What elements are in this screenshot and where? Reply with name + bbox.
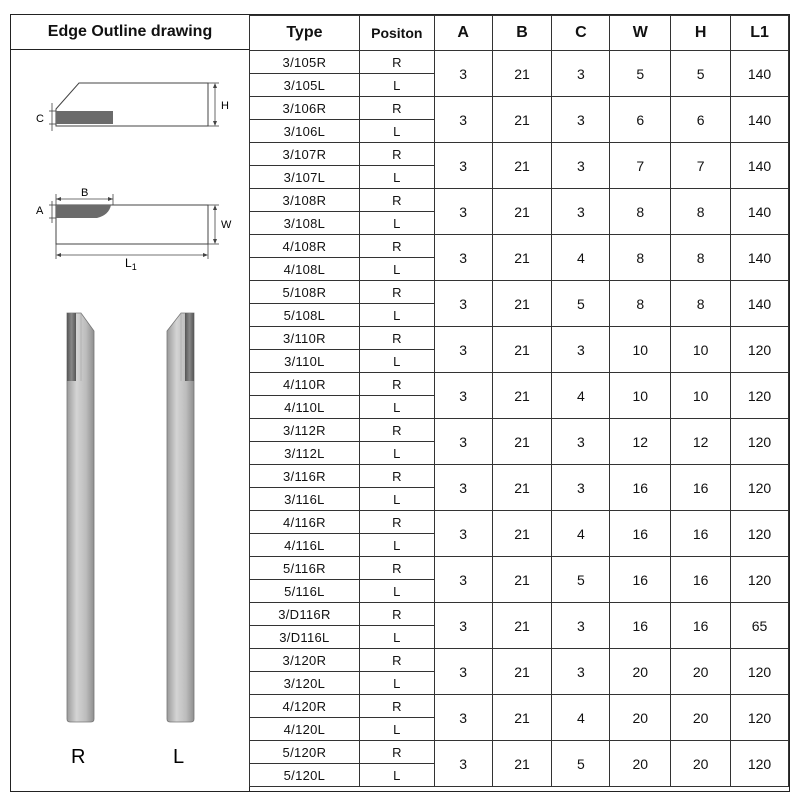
table-row — [250, 51, 789, 74]
cell-w: 16 — [610, 603, 671, 649]
cell-position: L — [359, 120, 434, 143]
cell-position: R — [359, 465, 434, 488]
cell-c: 3 — [552, 603, 610, 649]
cell-position: R — [359, 143, 434, 166]
cell-position: R — [359, 557, 434, 580]
spec-sheet — [10, 14, 790, 792]
cell-l1: 120 — [731, 511, 789, 557]
table-row — [250, 419, 789, 442]
cell-b: 21 — [492, 97, 552, 143]
cell-position: R — [359, 373, 434, 396]
left-hand-tool-photo — [167, 313, 194, 768]
drawing-panel-title: Edge Outline drawing — [11, 15, 249, 50]
cell-w: 5 — [610, 51, 671, 97]
col-c: C — [552, 16, 610, 51]
cell-l1: 140 — [731, 143, 789, 189]
drawing-panel — [11, 15, 250, 791]
cell-w: 7 — [610, 143, 671, 189]
cell-type: 3/116R — [250, 465, 360, 488]
cell-type: 5/120L — [250, 764, 360, 787]
left-tool-label: L — [173, 746, 185, 768]
cell-position: R — [359, 189, 434, 212]
cell-b: 21 — [492, 603, 552, 649]
cell-c: 4 — [552, 511, 610, 557]
cell-position: R — [359, 603, 434, 626]
cell-type: 4/110R — [250, 373, 360, 396]
cell-w: 8 — [610, 235, 671, 281]
cell-w: 6 — [610, 97, 671, 143]
cell-l1: 140 — [731, 189, 789, 235]
cell-h: 8 — [671, 189, 731, 235]
cell-type: 5/116L — [250, 580, 360, 603]
table-row — [250, 557, 789, 580]
cell-a: 3 — [434, 327, 492, 373]
col-h: H — [671, 16, 731, 51]
table-row — [250, 695, 789, 718]
table-row — [250, 373, 789, 396]
col-position: Positon — [359, 16, 434, 51]
cell-a: 3 — [434, 419, 492, 465]
cell-type: 3/108L — [250, 212, 360, 235]
cell-type: 4/116R — [250, 511, 360, 534]
cell-w: 8 — [610, 189, 671, 235]
cell-h: 10 — [671, 327, 731, 373]
cell-type: 3/D116R — [250, 603, 360, 626]
cell-type: 3/120R — [250, 649, 360, 672]
cell-w: 12 — [610, 419, 671, 465]
cell-b: 21 — [492, 143, 552, 189]
cell-type: 5/108L — [250, 304, 360, 327]
cell-a: 3 — [434, 557, 492, 603]
cell-w: 20 — [610, 741, 671, 787]
cell-position: L — [359, 74, 434, 97]
cell-type: 4/108L — [250, 258, 360, 281]
cell-position: R — [359, 51, 434, 74]
table-row — [250, 603, 789, 626]
cell-position: R — [359, 511, 434, 534]
cell-b: 21 — [492, 189, 552, 235]
cell-h: 8 — [671, 281, 731, 327]
col-a: A — [434, 16, 492, 51]
cell-b: 21 — [492, 419, 552, 465]
cell-position: R — [359, 281, 434, 304]
cell-c: 4 — [552, 373, 610, 419]
cell-c: 3 — [552, 465, 610, 511]
cell-a: 3 — [434, 465, 492, 511]
cell-c: 3 — [552, 419, 610, 465]
col-b: B — [492, 16, 552, 51]
cell-h: 7 — [671, 143, 731, 189]
cell-h: 8 — [671, 235, 731, 281]
dim-label-c: C — [36, 113, 44, 125]
cell-type: 3/106L — [250, 120, 360, 143]
cell-a: 3 — [434, 235, 492, 281]
cell-l1: 140 — [731, 97, 789, 143]
cell-type: 5/120R — [250, 741, 360, 764]
cell-l1: 140 — [731, 281, 789, 327]
cell-type: 3/107R — [250, 143, 360, 166]
cell-c: 4 — [552, 695, 610, 741]
cell-position: L — [359, 396, 434, 419]
cell-type: 5/116R — [250, 557, 360, 580]
cell-l1: 65 — [731, 603, 789, 649]
top-view-drawing — [36, 187, 232, 272]
cell-position: R — [359, 235, 434, 258]
cell-position: L — [359, 304, 434, 327]
cell-w: 10 — [610, 373, 671, 419]
table-row — [250, 741, 789, 764]
cell-type: 4/120L — [250, 718, 360, 741]
cell-b: 21 — [492, 511, 552, 557]
cell-b: 21 — [492, 649, 552, 695]
cell-c: 3 — [552, 143, 610, 189]
cell-c: 3 — [552, 327, 610, 373]
cell-type: 3/120L — [250, 672, 360, 695]
cell-h: 16 — [671, 557, 731, 603]
side-view-drawing — [36, 83, 229, 131]
cell-c: 5 — [552, 557, 610, 603]
table-row — [250, 143, 789, 166]
cell-h: 16 — [671, 511, 731, 557]
cell-b: 21 — [492, 741, 552, 787]
table-row — [250, 649, 789, 672]
cell-position: L — [359, 166, 434, 189]
cell-type: 5/108R — [250, 281, 360, 304]
cell-l1: 120 — [731, 695, 789, 741]
cell-type: 3/108R — [250, 189, 360, 212]
table-row — [250, 511, 789, 534]
cell-position: R — [359, 649, 434, 672]
cell-type: 4/120R — [250, 695, 360, 718]
cell-h: 20 — [671, 695, 731, 741]
outline-drawings — [11, 51, 250, 791]
cell-position: L — [359, 442, 434, 465]
cell-l1: 120 — [731, 373, 789, 419]
dim-label-l1: $L_1$ — [125, 256, 137, 272]
table-row — [250, 327, 789, 350]
cell-position: L — [359, 350, 434, 373]
cell-l1: 120 — [731, 557, 789, 603]
cell-h: 20 — [671, 649, 731, 695]
col-l1: L1 — [731, 16, 789, 51]
dim-label-a: A — [36, 205, 44, 217]
cell-w: 8 — [610, 281, 671, 327]
cell-a: 3 — [434, 603, 492, 649]
cell-position: R — [359, 741, 434, 764]
cell-a: 3 — [434, 51, 492, 97]
cell-w: 16 — [610, 557, 671, 603]
col-type: Type — [250, 16, 360, 51]
table-header — [250, 16, 789, 51]
cell-type: 3/107L — [250, 166, 360, 189]
cell-position: L — [359, 764, 434, 787]
cell-type: 3/116L — [250, 488, 360, 511]
dim-label-b: B — [81, 187, 89, 199]
cell-position: R — [359, 419, 434, 442]
cell-c: 3 — [552, 649, 610, 695]
cell-type: 3/105R — [250, 51, 360, 74]
cell-position: L — [359, 212, 434, 235]
cell-w: 16 — [610, 465, 671, 511]
cell-l1: 120 — [731, 649, 789, 695]
cell-type: 3/110R — [250, 327, 360, 350]
cell-type: 3/110L — [250, 350, 360, 373]
cell-a: 3 — [434, 97, 492, 143]
cell-position: L — [359, 718, 434, 741]
cell-position: L — [359, 258, 434, 281]
table-row — [250, 97, 789, 120]
cell-position: L — [359, 626, 434, 649]
cell-b: 21 — [492, 327, 552, 373]
cell-type: 4/116L — [250, 534, 360, 557]
cell-h: 20 — [671, 741, 731, 787]
cell-type: 4/110L — [250, 396, 360, 419]
cell-position: R — [359, 97, 434, 120]
cell-h: 6 — [671, 97, 731, 143]
cell-a: 3 — [434, 281, 492, 327]
cell-l1: 120 — [731, 419, 789, 465]
table-body — [250, 51, 789, 787]
dim-label-w: W — [221, 219, 232, 231]
cell-type: 3/112R — [250, 419, 360, 442]
cell-type: 3/112L — [250, 442, 360, 465]
cell-a: 3 — [434, 373, 492, 419]
cell-type: 3/106R — [250, 97, 360, 120]
cell-c: 3 — [552, 97, 610, 143]
cell-position: R — [359, 327, 434, 350]
cell-position: L — [359, 580, 434, 603]
cell-w: 16 — [610, 511, 671, 557]
cell-l1: 140 — [731, 235, 789, 281]
cell-b: 21 — [492, 281, 552, 327]
cell-w: 20 — [610, 649, 671, 695]
cell-position: R — [359, 695, 434, 718]
cell-a: 3 — [434, 695, 492, 741]
table-row — [250, 281, 789, 304]
cell-b: 21 — [492, 235, 552, 281]
cell-type: 4/108R — [250, 235, 360, 258]
right-tool-label: R — [71, 746, 86, 768]
cell-b: 21 — [492, 557, 552, 603]
cell-c: 3 — [552, 189, 610, 235]
dim-label-h: H — [221, 100, 229, 112]
cell-a: 3 — [434, 511, 492, 557]
cell-c: 4 — [552, 235, 610, 281]
cell-a: 3 — [434, 143, 492, 189]
cell-a: 3 — [434, 741, 492, 787]
cell-c: 5 — [552, 281, 610, 327]
cell-l1: 120 — [731, 327, 789, 373]
cell-b: 21 — [492, 51, 552, 97]
cell-a: 3 — [434, 189, 492, 235]
cell-type: 3/D116L — [250, 626, 360, 649]
cell-b: 21 — [492, 465, 552, 511]
cell-h: 10 — [671, 373, 731, 419]
spec-table — [249, 15, 789, 787]
cell-c: 5 — [552, 741, 610, 787]
cell-h: 5 — [671, 51, 731, 97]
cell-l1: 120 — [731, 741, 789, 787]
cell-position: L — [359, 488, 434, 511]
table-row — [250, 465, 789, 488]
col-w: W — [610, 16, 671, 51]
cell-type: 3/105L — [250, 74, 360, 97]
cell-b: 21 — [492, 373, 552, 419]
cell-h: 16 — [671, 465, 731, 511]
table-row — [250, 235, 789, 258]
cell-l1: 120 — [731, 465, 789, 511]
cell-a: 3 — [434, 649, 492, 695]
cell-c: 3 — [552, 51, 610, 97]
table-row — [250, 189, 789, 212]
cell-position: L — [359, 672, 434, 695]
cell-h: 16 — [671, 603, 731, 649]
cell-h: 12 — [671, 419, 731, 465]
cell-w: 10 — [610, 327, 671, 373]
cell-l1: 140 — [731, 51, 789, 97]
cell-position: L — [359, 534, 434, 557]
right-hand-tool-photo — [67, 313, 94, 768]
cell-w: 20 — [610, 695, 671, 741]
cell-b: 21 — [492, 695, 552, 741]
